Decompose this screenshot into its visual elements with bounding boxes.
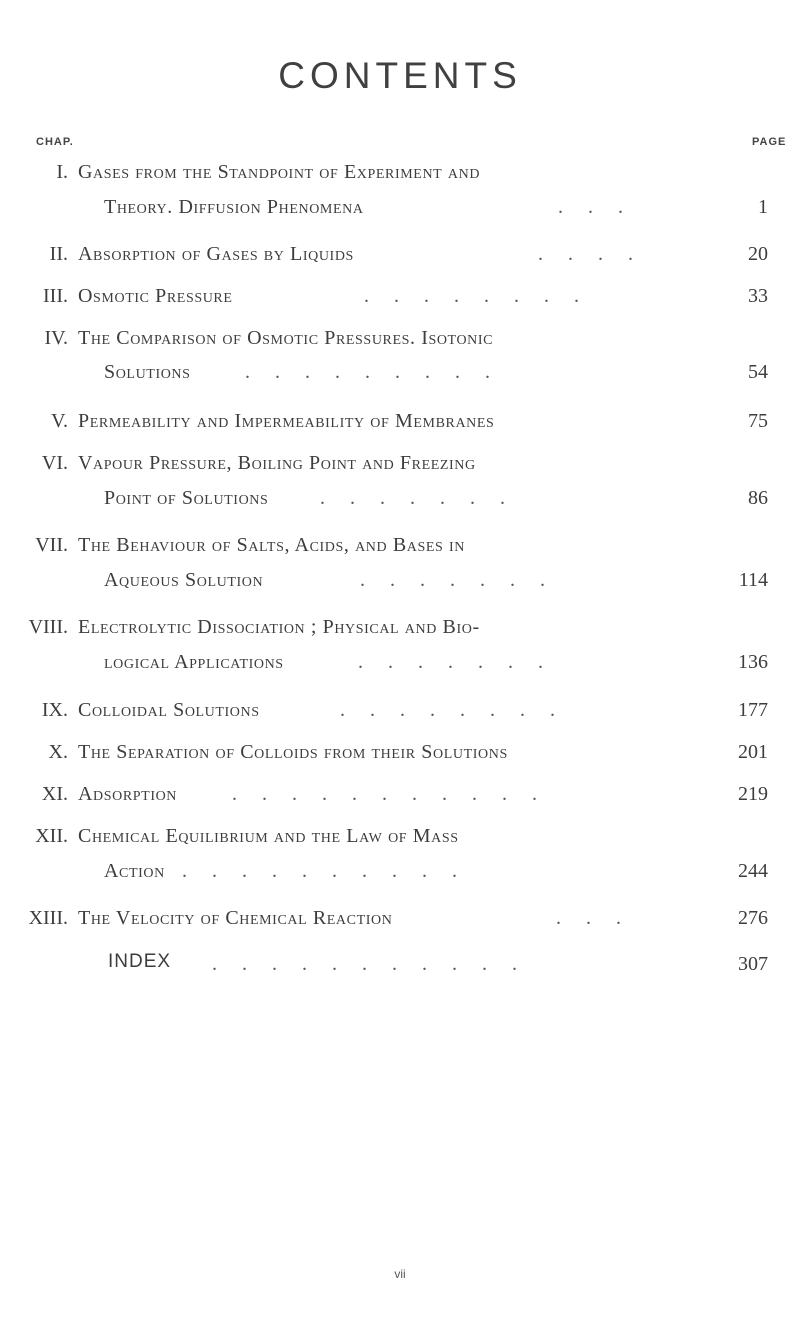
chapter-title-line: Adsorption [78, 783, 178, 805]
leader-dots: . . . [558, 196, 633, 218]
chapter-title-line: logical Applications [104, 651, 284, 673]
chapter-number: I. [56, 161, 68, 183]
leader-dots: . . . . . . . [360, 569, 555, 591]
chapter-title-line: The Velocity of Chemical Reaction [78, 907, 393, 929]
chapter-number: V. [51, 410, 68, 432]
chapter-number: VI. [41, 452, 68, 474]
leader-dots: . . . . . . . [320, 487, 515, 509]
chapter-title-line: The Behaviour of Salts, Acids, and Bases in [78, 534, 465, 556]
page-number: 1 [758, 196, 768, 218]
page-number: 201 [738, 741, 768, 763]
leader-dots: . . . . . . . . [364, 285, 589, 307]
page-number: 177 [738, 699, 768, 721]
page-number: 86 [748, 487, 768, 509]
leader-dots: . . . . . . . . . . [182, 860, 467, 882]
leader-dots: . . . . . . . . [340, 699, 565, 721]
chapter-title-line: Solutions [104, 361, 191, 383]
chapter-title-line: Point of Solutions [104, 487, 269, 509]
chapter-number: IV. [44, 327, 68, 349]
chapter-title-line: Action [104, 860, 165, 882]
leader-dots: . . . [556, 907, 631, 929]
page-number: 219 [738, 783, 768, 805]
chapter-title-line: Absorption of Gases by Liquids [78, 243, 354, 265]
chapter-title-line: Vapour Pressure, Boiling Point and Freezing [78, 452, 476, 474]
leader-dots: . . . . . . . . . . . [232, 783, 547, 805]
chapter-title-line: The Separation of Colloids from their Solutions [78, 741, 508, 763]
page-number: 244 [738, 860, 768, 882]
chapter-number: IX. [41, 699, 68, 721]
chapter-title-line: Gases from the Standpoint of Experiment and [78, 161, 481, 183]
chapter-title-line: Colloidal Solutions [78, 699, 260, 721]
page-number: 276 [738, 907, 768, 929]
chapter-title-line: Aqueous Solution [104, 569, 264, 591]
chapter-title-line: Theory. Diffusion Phenomena [104, 196, 364, 218]
page-title: CONTENTS [278, 55, 522, 96]
chapter-title-line: Permeability and Impermeability of Membranes [78, 410, 495, 432]
chapter-number: XIII. [28, 907, 68, 929]
leader-dots: . . . . [538, 243, 643, 265]
chapter-number: X. [48, 741, 68, 763]
page-number: 136 [738, 651, 768, 673]
folio-page-number: vii [394, 1267, 406, 1281]
page-number: 307 [738, 953, 768, 975]
page-column-header: PAGE [752, 136, 787, 148]
chapter-number: VIII. [28, 616, 68, 638]
chapter-title-line: Chemical Equilibrium and the Law of Mass [78, 825, 459, 847]
chapter-column-header: CHAP. [36, 136, 74, 148]
leader-dots: . . . . . . . . . . . [212, 953, 527, 975]
page-number: 114 [738, 569, 768, 591]
chapter-number: XI. [41, 783, 68, 805]
page-number: 75 [748, 410, 768, 432]
chapter-number: XII. [35, 825, 68, 847]
leader-dots: . . . . . . . . . [245, 361, 500, 383]
index-label: INDEX [108, 951, 172, 972]
page-number: 20 [748, 243, 768, 265]
page-number: 54 [748, 361, 768, 383]
chapter-number: II. [49, 243, 68, 265]
chapter-title-line: Osmotic Pressure [78, 285, 233, 307]
chapter-number: VII. [35, 534, 68, 556]
chapter-title-line: The Comparison of Osmotic Pressures. Isotonic [78, 327, 494, 349]
chapter-title-line: Electrolytic Dissociation ; Physical and Bio- [78, 616, 480, 638]
page-number: 33 [748, 285, 768, 307]
leader-dots: . . . . . . . [358, 651, 553, 673]
chapter-number: III. [43, 285, 68, 307]
